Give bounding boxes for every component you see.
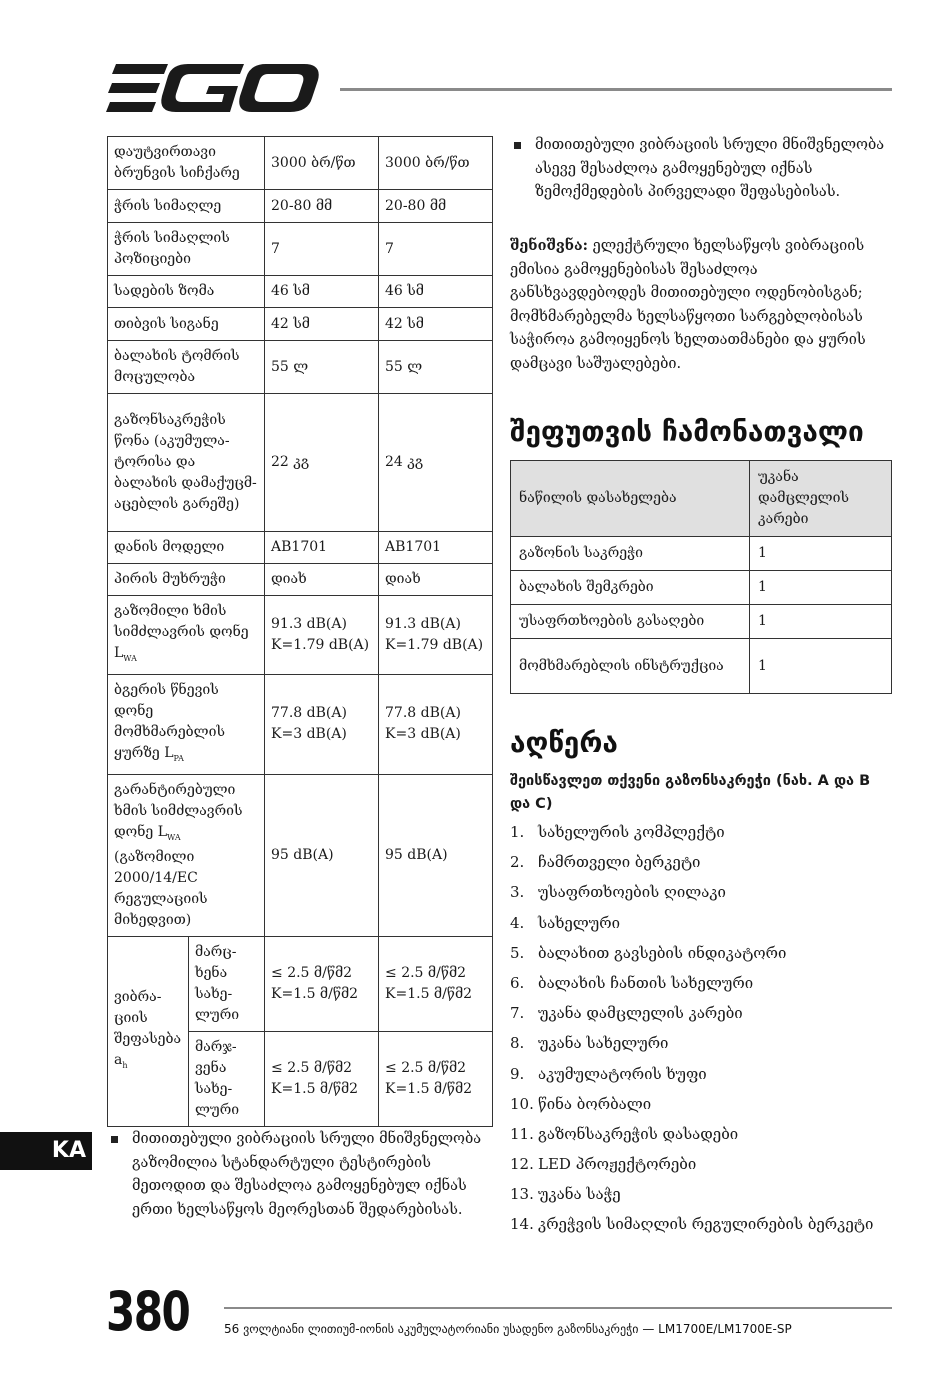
spec-value: 46 სმ [265, 276, 379, 308]
value-line: 77.8 dB(A) [385, 705, 461, 722]
spec-value [265, 937, 379, 1032]
value-line: ≤ 2.5 მ/წმ2 [385, 965, 467, 982]
note-text: მითითებული ვიბრაციის სრული მნიშვნელობა გაზომილია სტანდარტული ტესტირების მეთოდით და შესაძლოა გამოყენებულ იქნას ერთი ხელსაწყოს მეორესთან შედარებისას. [132, 1131, 482, 1218]
list-item [510, 1152, 895, 1176]
list-item [510, 1182, 895, 1206]
sound-pressure-label: ბგერის წნევის დონე მომხმარებლის ყურზე L [114, 681, 225, 761]
item-text: უკანა სახელური [538, 1034, 669, 1053]
part-name: გაზონის საკრეჭი [511, 537, 750, 571]
vibration-note-left [107, 1128, 492, 1222]
list-item [510, 880, 895, 904]
value-line: K=1.5 მ/წმ2 [271, 986, 359, 1003]
table-row [108, 674, 493, 774]
spec-value: 20-80 მმ [265, 190, 379, 223]
spec-value: დიახ [265, 564, 379, 596]
table-row [108, 937, 493, 1032]
subscript: PA [173, 753, 184, 763]
value-line: K=3 dB(A) [271, 726, 347, 743]
value-line: ≤ 2.5 მ/წმ2 [271, 1060, 353, 1077]
spec-label: სადების ზომა [108, 276, 265, 308]
list-item [510, 911, 895, 935]
spec-value: 3000 ბრ/წთ [379, 137, 493, 190]
table-row [108, 774, 493, 937]
item-number: 14. [510, 1215, 534, 1234]
item-number: 5. [510, 943, 525, 962]
table-row [108, 564, 493, 596]
spec-value: 95 dB(A) [265, 774, 379, 937]
list-item [510, 820, 895, 844]
vibration-label [108, 937, 189, 1127]
spec-value: 3000 ბრ/წთ [265, 137, 379, 190]
vibration-label-text: ვიბრა-ციის შეფასება a [114, 989, 182, 1069]
table-row [108, 223, 493, 276]
footer-rule [224, 1307, 892, 1309]
list-item [510, 1062, 895, 1086]
item-number: 7. [510, 1004, 525, 1023]
item-text: სახელურის კომპლექტი [538, 823, 725, 841]
part-name: მომხმარებლის ინსტრუქცია [511, 639, 750, 694]
value-line: ≤ 2.5 მ/წმ2 [385, 1060, 467, 1077]
sound-power-label: გაზომილი ხმის სიმძლავრის დონე L [114, 603, 249, 661]
ego-logo [106, 62, 320, 114]
table-row [108, 394, 493, 532]
spec-value: 7 [379, 223, 493, 276]
item-text: ჩამრთველი ბერკეტი [538, 853, 701, 872]
spec-label [108, 774, 265, 937]
list-item [510, 1031, 895, 1055]
value-line: K=1.79 dB(A) [385, 636, 484, 653]
list-item [510, 1122, 895, 1146]
item-text: უკანა დამცლელის კარები [538, 1004, 743, 1023]
item-number: 3. [510, 883, 525, 902]
item-text: ბალახით გავსების ინდიკატორი [538, 943, 787, 962]
spec-value: დიახ [379, 564, 493, 596]
column-header: ნაწილის დასახელება [511, 461, 750, 537]
spec-value: 42 სმ [265, 308, 379, 341]
package-heading: შეფუთვის ჩამონათვალი [510, 415, 864, 448]
table-row [108, 308, 493, 341]
subscript: h [122, 1061, 128, 1071]
item-text: წინა ბორბალი [538, 1094, 652, 1113]
spec-value [265, 1032, 379, 1127]
page-number: 380 [106, 1280, 190, 1343]
specifications-table [107, 136, 493, 1127]
remark-text: ელექტრული ხელსაწყოს ვიბრაციის ემისია გამოყენებისას შესაძლოა განსხვავდებოდეს მითითებული ოდენობისგან; მომხმარებელმა ხელსაწყოთი სარგებლობისას საჭიროა გამოიყენოს ხელთათმანები და ყურის დამცავი საშუალებები. [510, 238, 866, 372]
item-number: 13. [510, 1185, 534, 1204]
spec-value [379, 674, 493, 774]
value-line: 77.8 dB(A) [271, 705, 347, 722]
item-text: გაზონსაკრეჭის დასადები [538, 1124, 739, 1143]
item-number: 6. [510, 973, 525, 992]
spec-label: თიბვის სიგანე [108, 308, 265, 341]
spec-value: AB1701 [265, 532, 379, 564]
value-line: K=1.5 მ/წმ2 [271, 1081, 359, 1098]
part-qty: 1 [750, 537, 892, 571]
spec-value [379, 596, 493, 675]
spec-value [379, 1032, 493, 1127]
value-line: K=1.5 მ/წმ2 [385, 986, 473, 1003]
description-heading: აღწერა [510, 726, 618, 759]
spec-value [379, 937, 493, 1032]
item-number: 2. [510, 853, 525, 872]
table-row [108, 341, 493, 394]
part-name: უსაფრთხოების გასაღები [511, 605, 750, 639]
item-text: კრეჭვის სიმაღლის რეგულირების ბერკეტი [538, 1215, 874, 1234]
spec-value: 24 კგ [379, 394, 493, 532]
note-text: მითითებული ვიბრაციის სრული მნიშვნელობა ასევე შესაძლოა გამოყენებულ იქნას ზემოქმედების პირველადი შეფასებისას. [535, 137, 885, 200]
column-header: უკანა დამცლელის კარები [750, 461, 892, 537]
table-row [511, 605, 892, 639]
spec-label: პირის მუხრუჭი [108, 564, 265, 596]
value-line: 91.3 dB(A) [271, 615, 347, 632]
part-qty: 1 [750, 605, 892, 639]
item-text: LED პროჟექტორები [538, 1155, 697, 1174]
spec-label: ჭრის სიმაღლის პოზიციები [108, 223, 265, 276]
subscript: WA [167, 832, 181, 842]
handle-label: მარც-ხენა სახე-ლური [189, 937, 265, 1032]
vibration-note-right [510, 134, 895, 205]
item-number: 10. [510, 1094, 534, 1113]
spec-label: ჭრის სიმაღლე [108, 190, 265, 223]
item-number: 1. [510, 823, 525, 841]
language-code: KA [51, 1138, 86, 1163]
footer-title: 56 ვოლტიანი ლითიუმ-იონის აკუმულატორიანი უსადენო გაზონსაკრეჭი — LM1700E/LM1700E-SP [224, 1322, 792, 1336]
parts-list [510, 820, 895, 1243]
part-name: ბალახის შემკრები [511, 571, 750, 605]
item-text: სახელური [538, 913, 621, 932]
value-line: K=1.5 მ/წმ2 [385, 1081, 473, 1098]
subscript: WA [123, 653, 137, 663]
table-row [511, 639, 892, 694]
spec-value: 7 [265, 223, 379, 276]
item-text: უსაფრთხოების ღილაკი [538, 883, 726, 902]
package-table [510, 460, 892, 694]
spec-value: 55 ლ [379, 341, 493, 394]
list-item [510, 971, 895, 995]
spec-value: 46 სმ [379, 276, 493, 308]
item-number: 11. [510, 1124, 534, 1143]
spec-label: გაზონსაკრეჭის წონა (აკუმულა-ტორისა და ბალახის დამაქუცმ-აცებლის გარეშე) [108, 394, 265, 532]
table-header-row [511, 461, 892, 537]
spec-value [265, 674, 379, 774]
item-text: უკანა საჭე [538, 1185, 621, 1204]
spec-value: 95 dB(A) [379, 774, 493, 937]
guaranteed-label: გარანტირებული ხმის სიმძლავრის დონე L [114, 781, 243, 840]
item-number: 12. [510, 1155, 534, 1174]
spec-value: 55 ლ [265, 341, 379, 394]
table-row [108, 190, 493, 223]
spec-label [108, 674, 265, 774]
table-row [108, 276, 493, 308]
bullet-square-icon [111, 1136, 118, 1143]
spec-label: დაუტვირთავი ბრუნვის სიჩქარე [108, 137, 265, 190]
part-qty: 1 [750, 639, 892, 694]
value-line: 91.3 dB(A) [385, 615, 461, 632]
list-item [510, 850, 895, 874]
spec-value: 20-80 მმ [379, 190, 493, 223]
spec-value: 22 კგ [265, 394, 379, 532]
value-line: K=1.79 dB(A) [271, 636, 370, 653]
part-qty: 1 [750, 571, 892, 605]
language-tab [0, 1132, 92, 1170]
item-number: 8. [510, 1034, 525, 1053]
spec-value: 42 სმ [379, 308, 493, 341]
table-row [511, 537, 892, 571]
item-number: 9. [510, 1064, 525, 1083]
table-row [511, 571, 892, 605]
item-number: 4. [510, 913, 525, 932]
item-text: აკუმულატორის ხუფი [538, 1064, 707, 1083]
description-subtitle: შეისწავლეთ თქვენი გაზონსაკრეჭი (ნახ. A და B და C) [510, 773, 871, 812]
value-line: ≤ 2.5 მ/წმ2 [271, 965, 353, 982]
remark-paragraph [510, 234, 895, 376]
list-item [510, 1092, 895, 1116]
item-text: ბალახის ჩანთის სახელური [538, 973, 754, 992]
spec-value [265, 596, 379, 675]
list-item [510, 1212, 895, 1236]
remark-label: შენიშვნა: [510, 237, 588, 254]
spec-label: ბალახის ტომრის მოცულობა [108, 341, 265, 394]
table-row [108, 137, 493, 190]
list-item [510, 941, 895, 965]
spec-label [108, 596, 265, 675]
handle-label: მარჯ-ვენა სახე-ლური [189, 1032, 265, 1127]
guaranteed-note: (გაზომილი 2000/14/EC რეგულაციის მიხედვით) [114, 849, 208, 929]
spec-value: AB1701 [379, 532, 493, 564]
table-row [108, 596, 493, 675]
list-item [510, 1001, 895, 1025]
table-row [108, 532, 493, 564]
value-line: K=3 dB(A) [385, 726, 461, 743]
header-rule [340, 88, 892, 91]
spec-label: დანის მოდელი [108, 532, 265, 564]
bullet-square-icon [514, 142, 521, 149]
